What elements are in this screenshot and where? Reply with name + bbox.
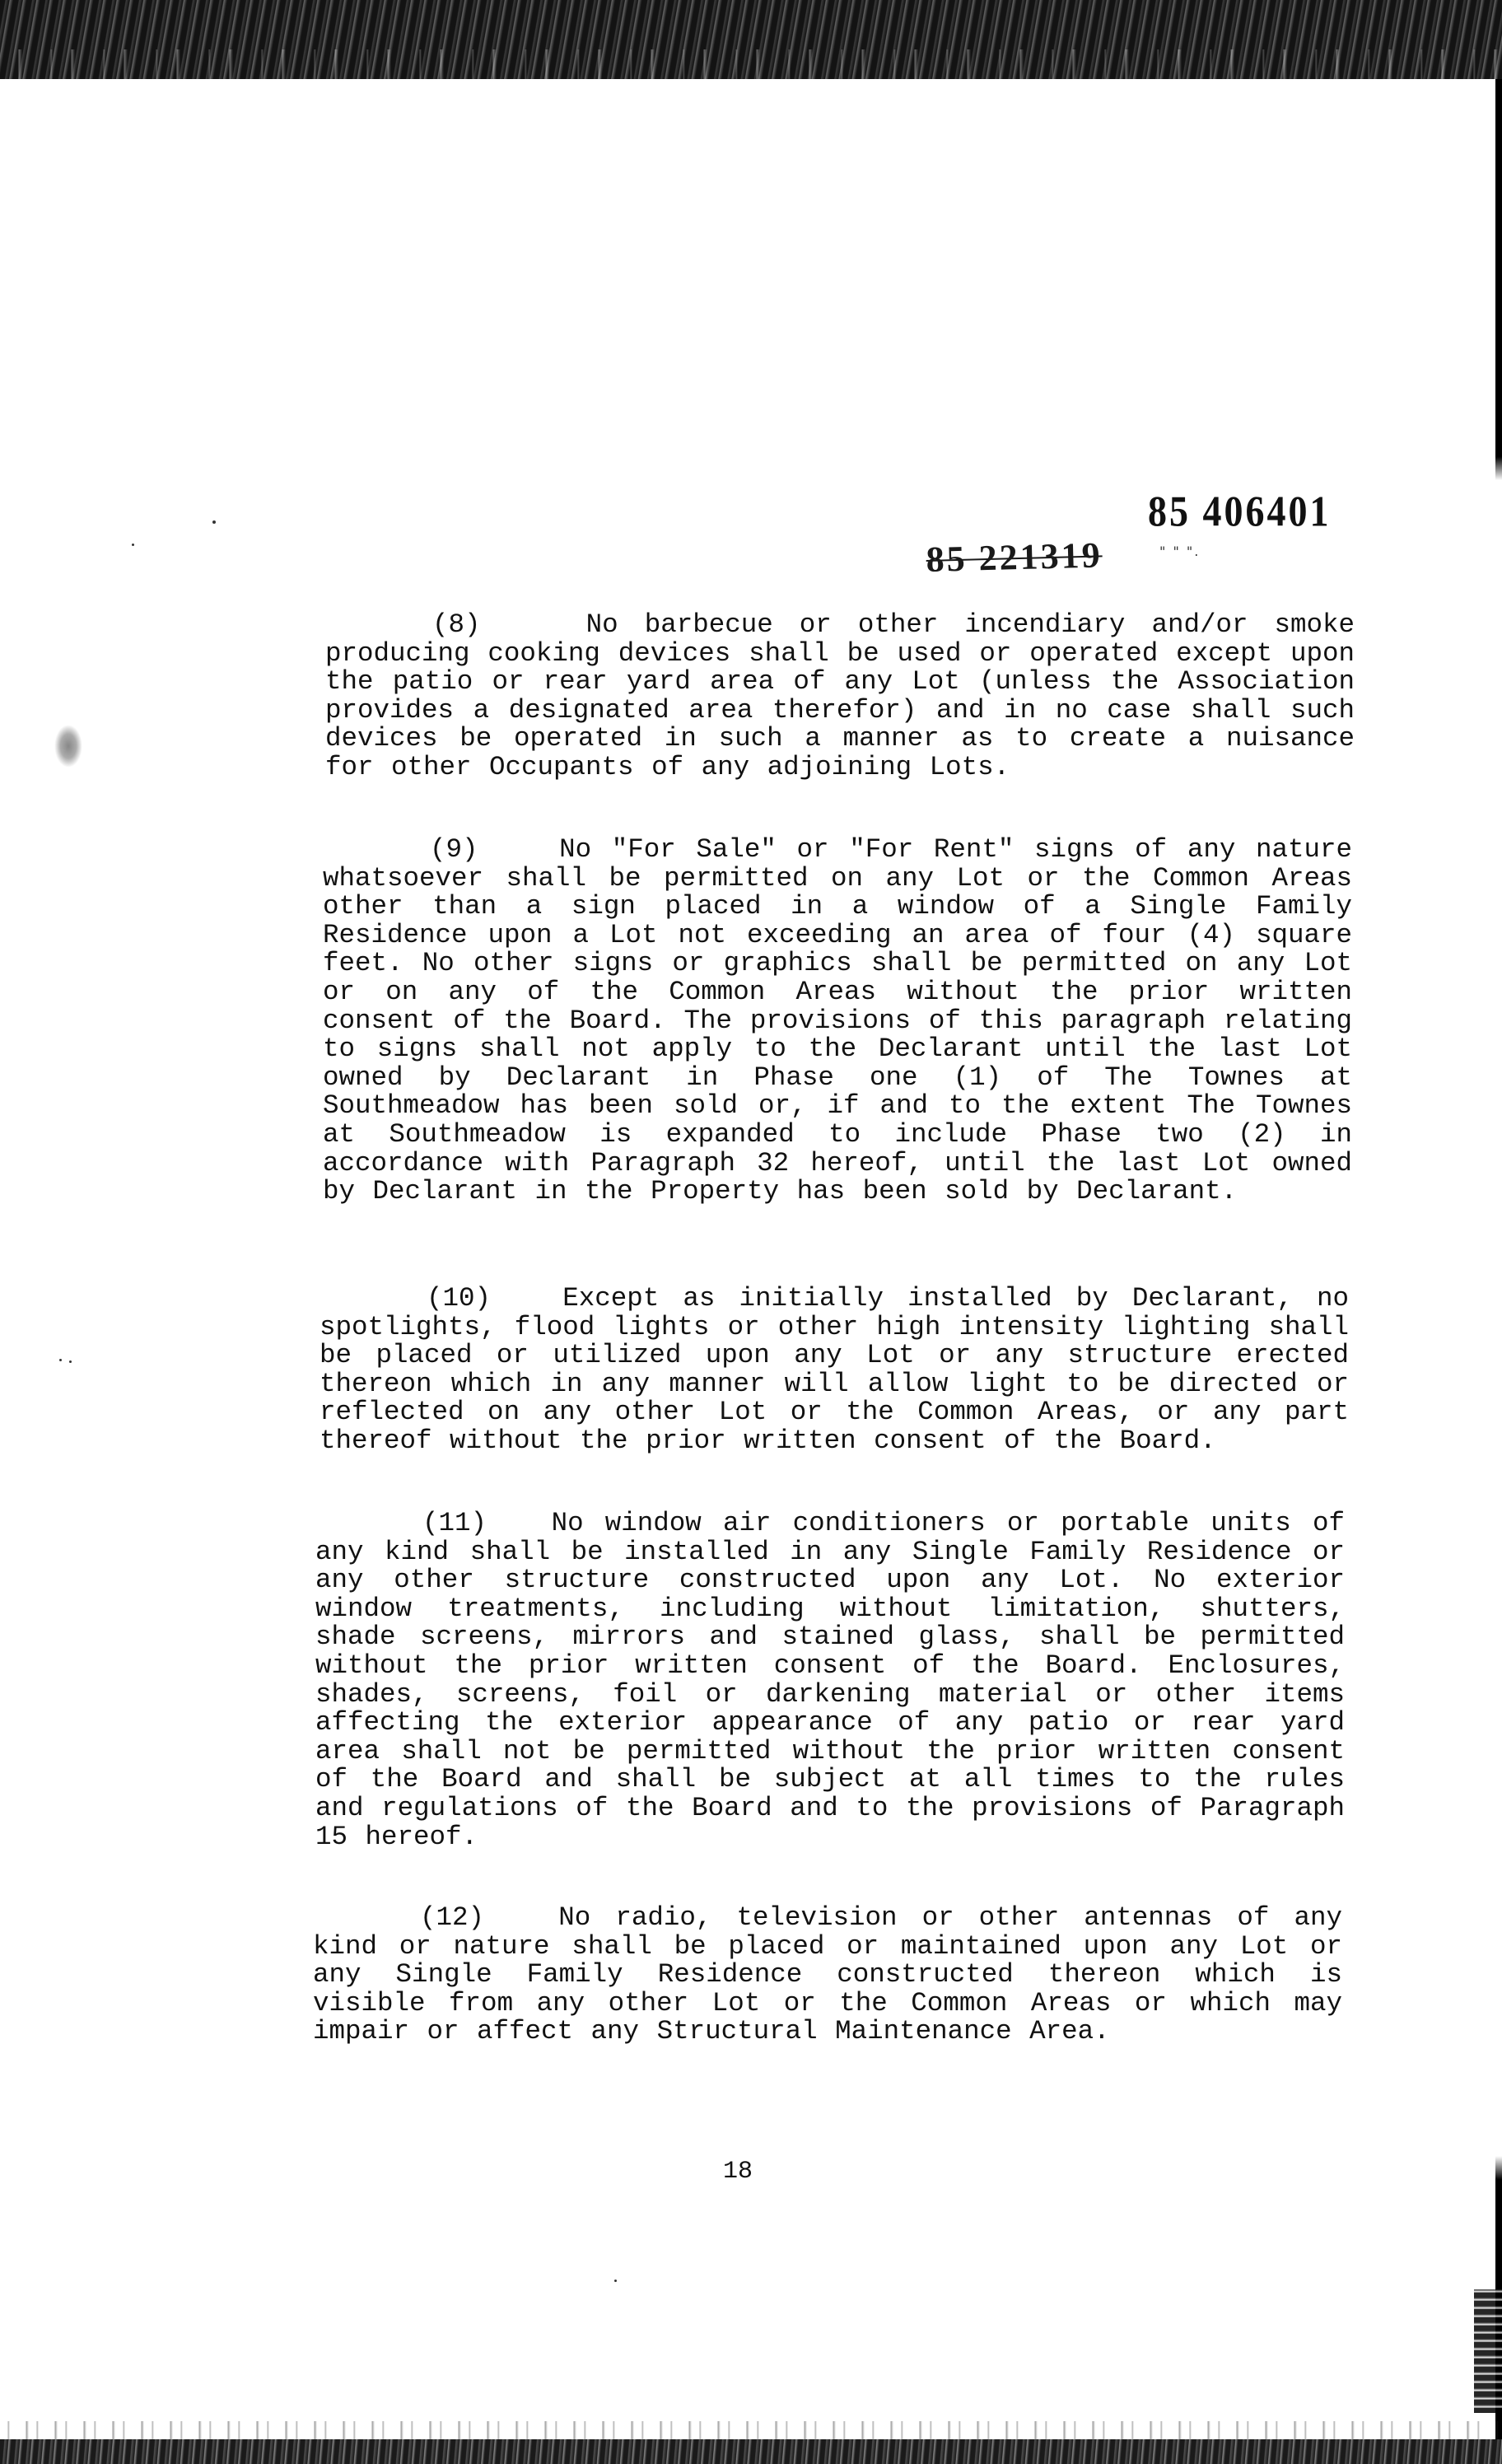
stray-mark [69, 1360, 72, 1363]
paragraph-12 [313, 1904, 1342, 2046]
stray-mark [614, 2280, 617, 2282]
paragraph-number: (12) [420, 1902, 485, 1933]
stray-mark [59, 1359, 62, 1361]
scan-border-top [0, 0, 1502, 79]
recording-stamp-number: 85 221319 [926, 534, 1103, 580]
paragraph-text: No "For Sale" or "For Rent" signs of any nature whatsoever shall be permitted on any Lot or the Common Areas other than a sign placed in a window of a Single Family Residence upon a Lot not exceeding an area of four (4) square feet. No other signs or graphics shall be permitted on any Lot or on any of the Common Areas without the prior written consent of the Board. The provisions of this paragraph relating to signs shall not apply to the Declarant until the last Lot owned by Declarant in Phase one (1) of The Townes at Southmeadow has been sold or, if and to the extent The Townes at Southmeadow is expanded to include Phase two (2) in accordance with Paragraph 32 hereof, until the last Lot owned by Declarant in the Property has been sold by Declarant. [323, 834, 1352, 1207]
stray-mark [212, 520, 216, 524]
scan-smudge-left [54, 725, 82, 768]
page-number: 18 [723, 2158, 753, 2186]
document-number: 85 406401 [1148, 487, 1332, 535]
scan-artifact-right [1474, 2289, 1502, 2413]
paragraph-9 [323, 836, 1352, 1206]
paragraph-10 [320, 1285, 1349, 1456]
paragraph-number: (9) [430, 834, 478, 865]
stamp-marks: " " ". [1159, 544, 1201, 559]
stray-mark [132, 544, 134, 546]
paragraph-number: (8) [432, 609, 481, 640]
scan-noise-bottom [0, 2421, 1502, 2439]
paragraph-text: No radio, television or other antennas of any kind or nature shall be placed or maintained upon any Lot or any Single Family Residence constructed thereon which is visible from any other Lot or the Common Areas or which may impair or affect any Structural Maintenance Area. [313, 1902, 1342, 2047]
paragraph-11 [315, 1510, 1345, 1851]
paragraph-text: Except as initially installed by Declarant, no spotlights, flood lights or other high intensity lighting shall be placed or utilized upon any Lot or any structure erected thereon which in any manner will allow light to be directed or reflected on any other Lot or the Common Areas, or any part thereof without the prior written consent of the Board. [320, 1283, 1349, 1456]
paragraph-number: (10) [427, 1283, 492, 1314]
paragraph-8 [325, 611, 1355, 782]
scan-border-right [1495, 79, 1502, 2439]
scan-border-bottom [0, 2439, 1502, 2464]
paragraph-number: (11) [422, 1508, 487, 1538]
paragraph-text: No window air conditioners or portable units of any kind shall be installed in any Single Family Residence or any other structure constructed upon any Lot. No exterior window treatments, including without limitation, shutters, shade screens, mirrors and stained glass, shall be permitted without the prior written consent of the Board. Enclosures, shades, screens, foil or darkening material or other items affecting the exterior appearance of any patio or rear yard area shall not be permitted without the prior written consent of the Board and shall be subject at all times to the rules and regulations of the Board and to the provisions of Paragraph 15 hereof. [315, 1508, 1345, 1852]
paragraph-text: No barbecue or other incendiary and/or smoke producing cooking devices shall be used or operated except upon the patio or rear yard area of any Lot (unless the Association provides a designated area therefor) and in no case shall such devices be operated in such a manner as to create a nuisance for other Occupants of any adjoining Lots. [325, 609, 1355, 782]
